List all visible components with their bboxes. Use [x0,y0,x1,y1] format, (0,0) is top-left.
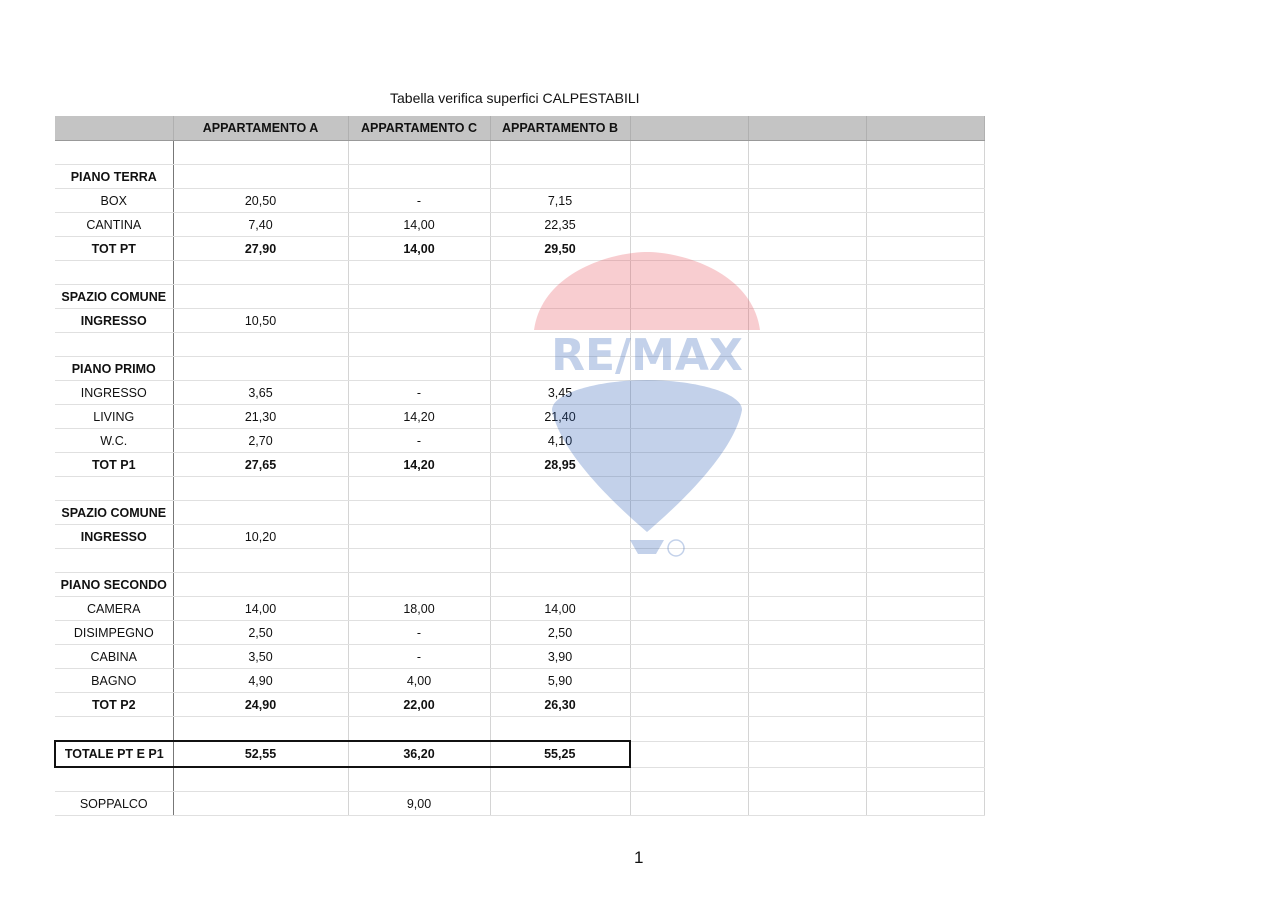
table-row [55,525,984,549]
value-cell: - [348,645,490,669]
value-cell: 3,65 [173,381,348,405]
empty-cell [866,357,984,381]
value-cell [490,767,630,792]
value-cell [173,573,348,597]
row-label-cell: W.C. [55,429,173,453]
value-cell: - [348,381,490,405]
table-row [55,213,984,237]
row-label-cell: BAGNO [55,669,173,693]
empty-cell [866,693,984,717]
value-cell [348,573,490,597]
value-cell [490,501,630,525]
value-cell: 5,90 [490,669,630,693]
row-label-cell: DISIMPEGNO [55,621,173,645]
empty-cell [748,573,866,597]
empty-cell [630,285,748,309]
table-row [55,597,984,621]
row-label-cell: INGRESSO [55,525,173,549]
empty-cell [866,741,984,767]
value-cell: 18,00 [348,597,490,621]
value-cell [173,767,348,792]
empty-cell [630,357,748,381]
empty-cell [748,405,866,429]
empty-cell [866,549,984,573]
row-label-cell: PIANO TERRA [55,165,173,189]
empty-cell [630,237,748,261]
empty-cell [866,645,984,669]
empty-cell [866,141,984,165]
value-cell: - [348,189,490,213]
empty-cell [748,669,866,693]
value-cell [173,261,348,285]
value-cell [173,165,348,189]
table-row [55,141,984,165]
empty-cell [630,573,748,597]
value-cell: 7,40 [173,213,348,237]
table-row [55,189,984,213]
value-cell: 10,50 [173,309,348,333]
empty-cell [748,767,866,792]
empty-cell [866,621,984,645]
empty-cell [630,309,748,333]
row-label-cell: TOT P1 [55,453,173,477]
header-cell [55,116,173,141]
value-cell [490,717,630,742]
value-cell [173,501,348,525]
empty-cell [630,189,748,213]
value-cell: 14,20 [348,453,490,477]
empty-cell [630,792,748,816]
value-cell: 55,25 [490,741,630,767]
empty-cell [748,357,866,381]
value-cell [490,549,630,573]
value-cell: 20,50 [173,189,348,213]
empty-cell [748,285,866,309]
table-row [55,501,984,525]
empty-cell [866,189,984,213]
table-row [55,693,984,717]
empty-cell [630,717,748,742]
empty-cell [866,525,984,549]
row-label-cell [55,477,173,501]
table-row [55,767,984,792]
value-cell: 3,45 [490,381,630,405]
empty-cell [748,333,866,357]
empty-cell [866,669,984,693]
table-row [55,261,984,285]
table-row [55,309,984,333]
table-row [55,405,984,429]
watermark-logo-text: RE/MAX [551,330,743,381]
empty-cell [866,792,984,816]
empty-cell [866,237,984,261]
empty-cell [748,165,866,189]
value-cell: - [348,429,490,453]
row-label-cell: CAMERA [55,597,173,621]
table-row [55,381,984,405]
value-cell [490,261,630,285]
empty-cell [630,621,748,645]
empty-cell [748,477,866,501]
empty-cell [748,309,866,333]
value-cell: 4,00 [348,669,490,693]
empty-cell [748,189,866,213]
value-cell: 4,90 [173,669,348,693]
value-cell [490,525,630,549]
value-cell [173,477,348,501]
empty-cell [630,525,748,549]
row-label-cell: PIANO PRIMO [55,357,173,381]
value-cell: 2,70 [173,429,348,453]
table-row [55,792,984,816]
table-row [55,429,984,453]
value-cell: 28,95 [490,453,630,477]
value-cell [348,717,490,742]
row-label-cell: SPAZIO COMUNE [55,285,173,309]
value-cell [348,141,490,165]
value-cell [348,261,490,285]
row-label-cell: INGRESSO [55,381,173,405]
row-label-cell: CABINA [55,645,173,669]
empty-cell [748,717,866,742]
row-label-cell [55,141,173,165]
value-cell [348,357,490,381]
table-row [55,621,984,645]
table-row [55,741,984,767]
empty-cell [748,429,866,453]
value-cell [490,333,630,357]
row-label-cell: TOTALE PT E P1 [55,741,173,767]
empty-cell [630,333,748,357]
empty-cell [748,693,866,717]
empty-cell [630,549,748,573]
empty-cell [866,381,984,405]
empty-cell [866,405,984,429]
value-cell: 14,00 [348,213,490,237]
value-cell [490,141,630,165]
value-cell: 3,50 [173,645,348,669]
empty-cell [630,429,748,453]
empty-cell [866,501,984,525]
empty-cell [748,525,866,549]
empty-cell [866,767,984,792]
value-cell: - [348,621,490,645]
row-label-cell: TOT P2 [55,693,173,717]
table-title: Tabella verifica superfici CALPESTABILI [390,90,640,106]
value-cell [348,501,490,525]
row-label-cell: TOT PT [55,237,173,261]
value-cell [348,165,490,189]
empty-cell [748,213,866,237]
empty-cell [748,381,866,405]
empty-cell [866,285,984,309]
value-cell [490,792,630,816]
value-cell [348,309,490,333]
value-cell [348,333,490,357]
row-label-cell: LIVING [55,405,173,429]
table-row [55,645,984,669]
empty-cell [866,333,984,357]
value-cell: 9,00 [348,792,490,816]
value-cell [173,717,348,742]
surface-table [54,116,985,816]
table-row [55,333,984,357]
empty-cell [748,645,866,669]
value-cell: 26,30 [490,693,630,717]
value-cell: 2,50 [173,621,348,645]
row-label-cell [55,549,173,573]
value-cell [348,767,490,792]
row-label-cell [55,333,173,357]
table-row [55,357,984,381]
header-cell: APPARTAMENTO A [173,116,348,141]
empty-cell [748,741,866,767]
value-cell: 24,90 [173,693,348,717]
table-row [55,717,984,742]
empty-cell [748,453,866,477]
empty-cell [748,261,866,285]
header-cell: APPARTAMENTO B [490,116,630,141]
row-label-cell [55,261,173,285]
empty-cell [748,141,866,165]
value-cell: 21,40 [490,405,630,429]
empty-cell [866,573,984,597]
empty-cell [630,381,748,405]
empty-cell [866,261,984,285]
empty-cell [630,453,748,477]
value-cell [490,285,630,309]
value-cell [348,285,490,309]
empty-cell [630,261,748,285]
value-cell: 2,50 [490,621,630,645]
empty-cell [630,405,748,429]
table-row [55,573,984,597]
table-body [55,141,984,816]
table-row [55,549,984,573]
row-label-cell: CANTINA [55,213,173,237]
value-cell: 27,65 [173,453,348,477]
table-row [55,237,984,261]
value-cell: 4,10 [490,429,630,453]
empty-cell [748,501,866,525]
row-label-cell [55,767,173,792]
row-label-cell: SOPPALCO [55,792,173,816]
value-cell: 22,35 [490,213,630,237]
value-cell: 10,20 [173,525,348,549]
row-label-cell: BOX [55,189,173,213]
value-cell [348,549,490,573]
empty-cell [866,453,984,477]
value-cell [490,573,630,597]
value-cell: 14,00 [348,237,490,261]
value-cell: 14,00 [490,597,630,621]
empty-cell [866,477,984,501]
row-label-cell [55,717,173,742]
empty-cell [748,621,866,645]
row-label-cell: INGRESSO [55,309,173,333]
empty-cell [748,237,866,261]
table-row [55,453,984,477]
header-cell [748,116,866,141]
table-row [55,285,984,309]
value-cell: 27,90 [173,237,348,261]
empty-cell [866,717,984,742]
page-number: 1 [634,848,644,867]
empty-cell [748,597,866,621]
empty-cell [630,693,748,717]
empty-cell [866,429,984,453]
value-cell: 22,00 [348,693,490,717]
value-cell: 52,55 [173,741,348,767]
empty-cell [630,165,748,189]
empty-cell [748,792,866,816]
empty-cell [866,165,984,189]
value-cell [490,165,630,189]
value-cell: 14,00 [173,597,348,621]
empty-cell [630,645,748,669]
value-cell [173,549,348,573]
empty-cell [630,477,748,501]
header-row [55,116,984,141]
value-cell [490,309,630,333]
empty-cell [748,549,866,573]
value-cell [490,357,630,381]
value-cell: 36,20 [348,741,490,767]
empty-cell [866,213,984,237]
table-row [55,165,984,189]
row-label-cell: PIANO SECONDO [55,573,173,597]
empty-cell [866,597,984,621]
value-cell: 7,15 [490,189,630,213]
value-cell: 14,20 [348,405,490,429]
value-cell [173,285,348,309]
value-cell [173,333,348,357]
empty-cell [866,309,984,333]
value-cell: 21,30 [173,405,348,429]
header-cell [630,116,748,141]
empty-cell [630,141,748,165]
value-cell [348,525,490,549]
empty-cell [630,501,748,525]
value-cell: 3,90 [490,645,630,669]
empty-cell [630,767,748,792]
value-cell [173,141,348,165]
value-cell [490,477,630,501]
table-row [55,477,984,501]
empty-cell [630,597,748,621]
header-cell [866,116,984,141]
value-cell [173,357,348,381]
row-label-cell: SPAZIO COMUNE [55,501,173,525]
header-cell: APPARTAMENTO C [348,116,490,141]
value-cell [173,792,348,816]
empty-cell [630,669,748,693]
value-cell [348,477,490,501]
value-cell: 29,50 [490,237,630,261]
table-row [55,669,984,693]
empty-cell [630,213,748,237]
empty-cell [630,741,748,767]
